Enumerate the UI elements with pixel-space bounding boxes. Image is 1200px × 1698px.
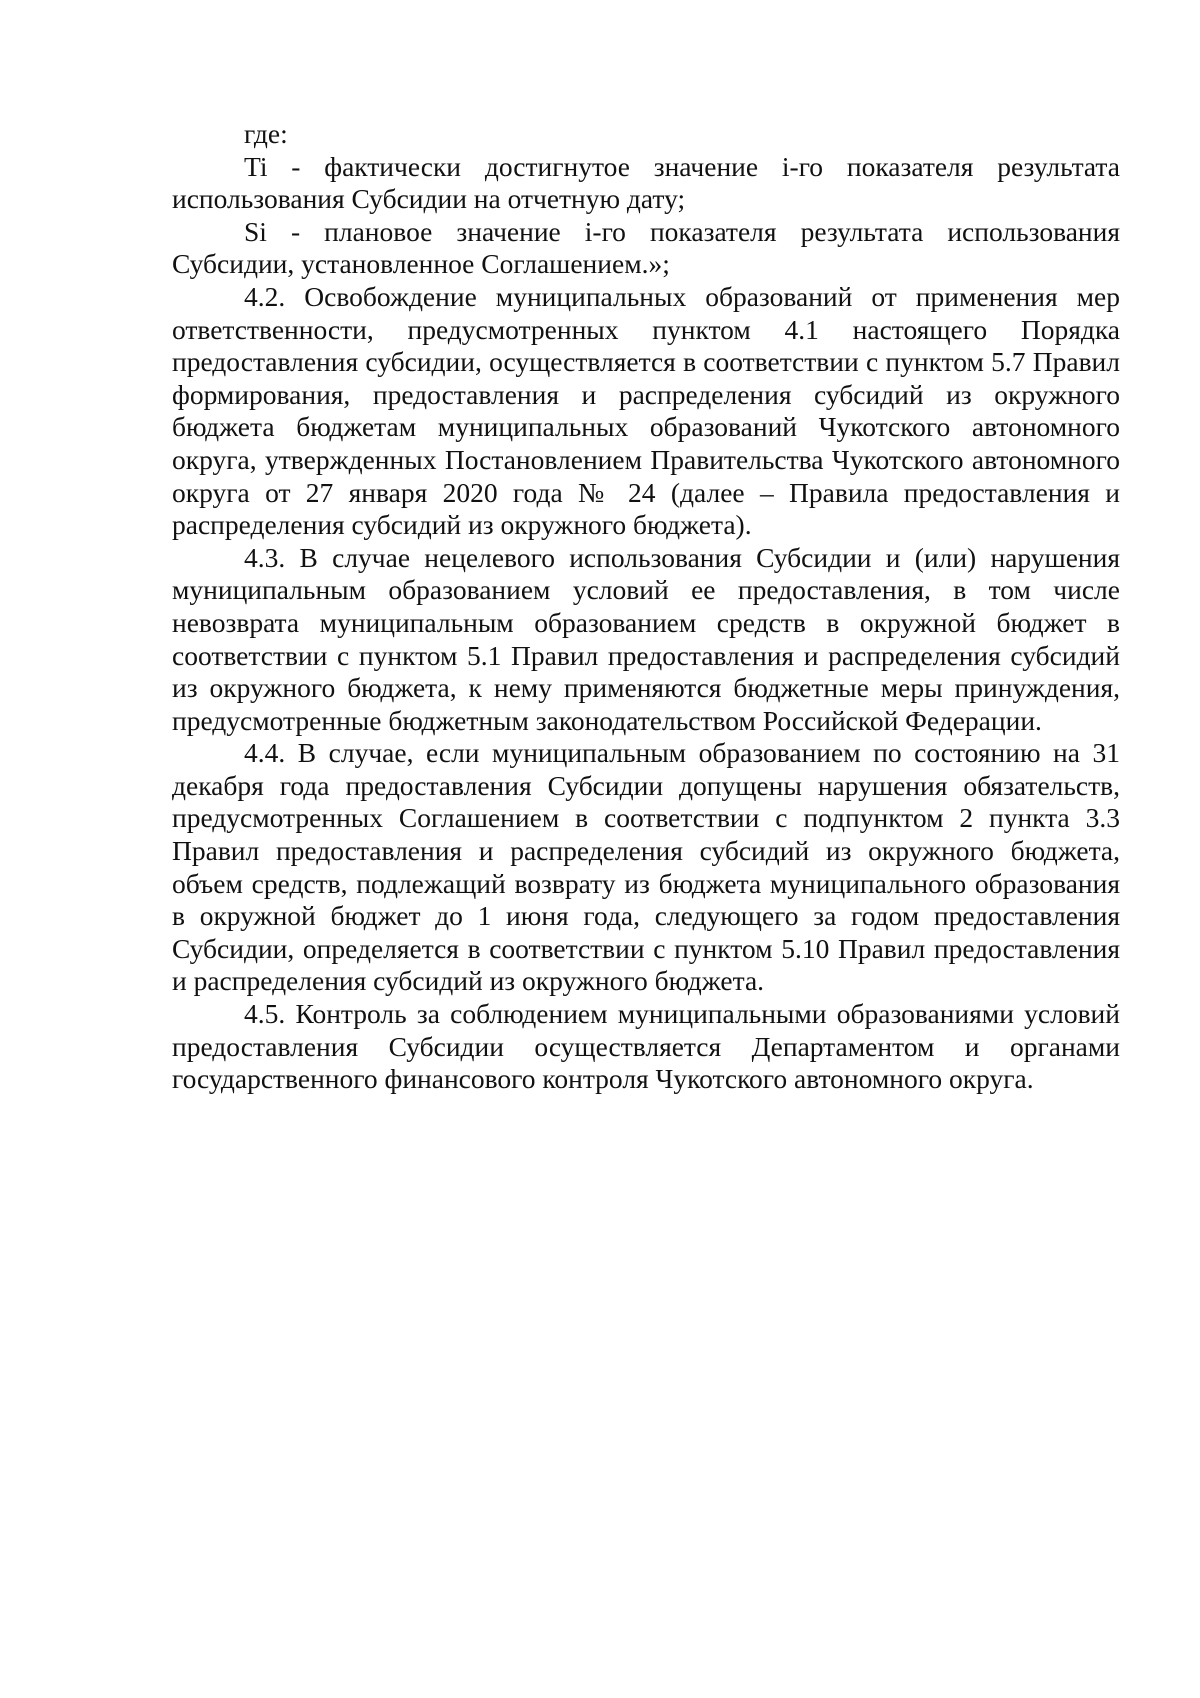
paragraph-where: где: bbox=[244, 118, 288, 149]
paragraph-si-definition: Si - плановое значение i-го показателя результата использования Субсидии, установленное Соглашением.»; bbox=[172, 215, 1120, 280]
paragraph-4-3: 4.3. В случае нецелевого использования Субсидии и (или) нарушения муниципальным образованием условий ее предоставления, в том числе невозврата муниципальным образованием средств в окружной бюджет в соответствии с пунктом 5.1 Правил предоставления и распределения субсидий из окружного бюджета, к нему применяются бюджетные меры принуждения, предусмотренные бюджетным законодательством Российской Федерации. bbox=[172, 541, 1120, 736]
paragraph-4-4: 4.4. В случае, если муниципальным образованием по состоянию на 31 декабря года предоставления Субсидии допущены нарушения обязательств, предусмотренных Соглашением в соответствии с подпунктом 2 пункта 3.3 Правил предоставления и распределения субсидий из окружного бюджета, объем средств, подлежащий возврату из бюджета муниципального образования в окружной бюджет до 1 июня года, следующего за годом предоставления Субсидии, определяется в соответствии с пунктом 5.10 Правил предоставления и распределения субсидий из окружного бюджета. bbox=[172, 737, 1120, 997]
paragraph-4-2: 4.2. Освобождение муниципальных образований от применения мер ответственности, предусмотренных пунктом 4.1 настоящего Порядка предоставления субсидии, осуществляется в соответствии с пунктом 5.7 Правил формирования, предоставления и распределения субсидий из окружного бюджета бюджетам муниципальных образований Чукотского автономного округа, утвержденных Постановлением Правительства Чукотского автономного округа от 27 января 2020 года № 24 (далее – Правила предоставления и распределения субсидий из окружного бюджета). bbox=[172, 280, 1120, 541]
document-body bbox=[172, 118, 1120, 1096]
paragraph-4-5: 4.5. Контроль за соблюдением муниципальными образованиями условий предоставления Субсидии осуществляется Департаментом и органами государственного финансового контроля Чукотского автономного округа. bbox=[172, 998, 1120, 1095]
paragraph-ti-definition: Ti - фактически достигнутое значение i-го показателя результата использования Субсидии на отчетную дату; bbox=[172, 150, 1120, 215]
